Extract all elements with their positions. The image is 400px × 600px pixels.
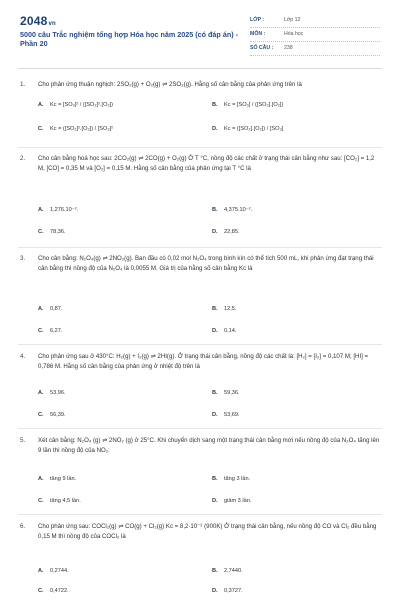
option-value: Kc = [SO₃] / ([SO₂].[O₂]) (224, 102, 284, 108)
option-c[interactable] (38, 498, 81, 504)
option-value: 4,375.10⁻². (224, 207, 253, 213)
question-text: Cho cân bằng: N₂O₄(g) ⇌ 2NO₂(g). Ban đầu có 0,02 mol N₂O₄ trong bình kín có thể tích 500 mL, khi phản ứng đạt trạng thái cân bằng thì nồng độ của N₂O₄ là 0,0055 M. Giá trị của hằng số cân bằng Kc là (38, 255, 374, 272)
option-label: A. (38, 102, 44, 108)
question-number: 6. (20, 523, 26, 530)
option-label: D. (212, 498, 218, 504)
question-number: 2. (20, 155, 26, 162)
option-label: B. (212, 207, 218, 213)
divider (18, 147, 382, 148)
option-b[interactable] (212, 476, 250, 482)
option-value: tăng 9 lần. (50, 476, 77, 482)
option-value: 22,85. (224, 229, 240, 235)
divider (18, 428, 382, 429)
option-value: Kc = [SO₃]² / ([SO₂]².[O₂]) (50, 102, 114, 108)
option-value: 0,3727. (224, 588, 243, 594)
meta-row-subject (250, 28, 380, 42)
meta-key: MÔN : (250, 31, 266, 37)
option-a[interactable] (38, 568, 69, 574)
logo-suffix: vn (48, 21, 56, 27)
option-value: 0,4722. (50, 588, 69, 594)
question-text: Cho phản ứng thuận nghịch: 2SO₂(g) + O₂(g) ⇌ 2SO₃(g). Hằng số cân bằng của phản ứng trên là (38, 81, 302, 88)
option-a[interactable] (38, 102, 113, 108)
question-number: 5. (20, 437, 26, 444)
option-label: A. (38, 390, 44, 396)
option-label: B. (212, 306, 218, 312)
option-label: C. (38, 229, 44, 235)
option-label: D. (212, 229, 218, 235)
meta-value: Lớp 12 (284, 17, 301, 23)
option-b[interactable] (212, 568, 243, 574)
question-text: Cho phản ứng sau ở 430°C: H₂(g) + I₂(g) ⇌ 2HI(g). Ở trạng thái cân bằng, nồng độ các chất là: [H₂] = [I₂] = 0,107 M; [HI] = 0,786 M. Hằng số cân bằng của phản ứng ở nhiệt độ trên là (38, 353, 369, 370)
option-value: 53,69. (224, 412, 240, 418)
question-text: Xét cân bằng: N₂O₄ (g) ⇌ 2NO₂ (g) ở 25°C. Khi chuyển dịch sang một trạng thái cân bằng mới nếu nồng độ của N₂O₄ tăng lên 9 lần thì nồng độ của NO₂: (38, 437, 380, 454)
option-label: B. (212, 390, 218, 396)
option-value: tăng 3 lần. (224, 476, 251, 482)
question-text: Cho cân bằng hoá học sau: 2CO₂(g) ⇌ 2CO(g) + O₂(g) Ở T °C, nồng độ các chất ở trạng thái cân bằng như sau: [CO₂] = 1,2 M, [CO] = 0,35 M và [O₂] = 0,15 M. Hằng số cân bằng của phản ứng tại T °C là (38, 155, 375, 172)
question-number: 4. (20, 353, 26, 360)
option-value: tăng 4,5 lần. (50, 498, 81, 504)
option-value: Kc = ([SO₂]².[O₂]) / [SO₃]² (50, 126, 114, 132)
meta-value: 238 (284, 45, 293, 51)
option-d[interactable] (212, 126, 283, 132)
option-label: A. (38, 207, 44, 213)
question-text: Cho phản ứng sau: COCl₂(g) ⇌ CO(g) + Cl₂(g) Kc = 8,2·10⁻² (900K) Ở trạng thái cân bằng, nếu nồng độ CO và Cl₂ đều bằng 0,15 M thì nồng độ của COCl₂ là (38, 523, 377, 540)
option-value: 12,5. (224, 306, 237, 312)
option-c[interactable] (38, 588, 69, 594)
option-label: D. (212, 328, 218, 334)
option-value: 2,7440. (224, 568, 243, 574)
divider (18, 247, 382, 248)
option-value: 0,2744. (50, 568, 69, 574)
option-label: C. (38, 498, 44, 504)
option-value: 1,276.10⁻². (50, 207, 79, 213)
option-b[interactable] (212, 306, 236, 312)
option-value: 0,87. (50, 306, 63, 312)
option-label: D. (212, 588, 218, 594)
option-d[interactable] (212, 412, 240, 418)
option-value: 78,36. (50, 229, 66, 235)
option-a[interactable] (38, 390, 66, 396)
option-value: 59,36. (224, 390, 240, 396)
option-value: 53,96. (50, 390, 66, 396)
option-label: D. (212, 412, 218, 418)
option-label: B. (212, 476, 218, 482)
divider (18, 514, 382, 515)
option-a[interactable] (38, 476, 76, 482)
option-label: B. (212, 568, 218, 574)
meta-table (250, 14, 380, 56)
option-d[interactable] (212, 328, 236, 334)
option-value: 56,39. (50, 412, 66, 418)
meta-row-class (250, 14, 380, 28)
option-c[interactable] (38, 126, 113, 132)
option-value: 6,27. (50, 328, 63, 334)
option-value: giảm 3 lần. (224, 498, 252, 504)
meta-value: Hóa học (284, 31, 304, 37)
option-b[interactable] (212, 102, 283, 108)
option-b[interactable] (212, 207, 252, 213)
option-label: C. (38, 588, 44, 594)
site-logo[interactable] (20, 14, 56, 28)
logo-text: 2048 (20, 14, 48, 28)
page-title: 5000 câu Trắc nghiệm tổng hợp Hóa học năm 2025 (có đáp án) - Phần 20 (20, 30, 238, 48)
option-label: C. (38, 412, 44, 418)
option-d[interactable] (212, 588, 243, 594)
question-number: 3. (20, 255, 26, 262)
meta-row-count (250, 42, 380, 56)
meta-key: LỚP : (250, 17, 265, 23)
option-label: A. (38, 476, 44, 482)
option-label: C. (38, 328, 44, 334)
option-a[interactable] (38, 306, 62, 312)
option-value: Kc = ([SO₂].[O₂]) / [SO₃] (224, 126, 284, 132)
header-divider (18, 68, 382, 69)
option-label: B. (212, 102, 218, 108)
option-label: D. (212, 126, 218, 132)
option-c[interactable] (38, 328, 62, 334)
header (0, 0, 400, 62)
option-label: A. (38, 306, 44, 312)
question-number: 1. (20, 81, 26, 88)
option-b[interactable] (212, 390, 240, 396)
option-a[interactable] (38, 207, 78, 213)
option-c[interactable] (38, 412, 66, 418)
option-d[interactable] (212, 229, 240, 235)
option-value: 0,14. (224, 328, 237, 334)
option-c[interactable] (38, 229, 66, 235)
option-d[interactable] (212, 498, 251, 504)
meta-key: SỐ CÂU : (250, 45, 274, 51)
option-label: C. (38, 126, 44, 132)
divider (18, 344, 382, 345)
option-label: A. (38, 568, 44, 574)
